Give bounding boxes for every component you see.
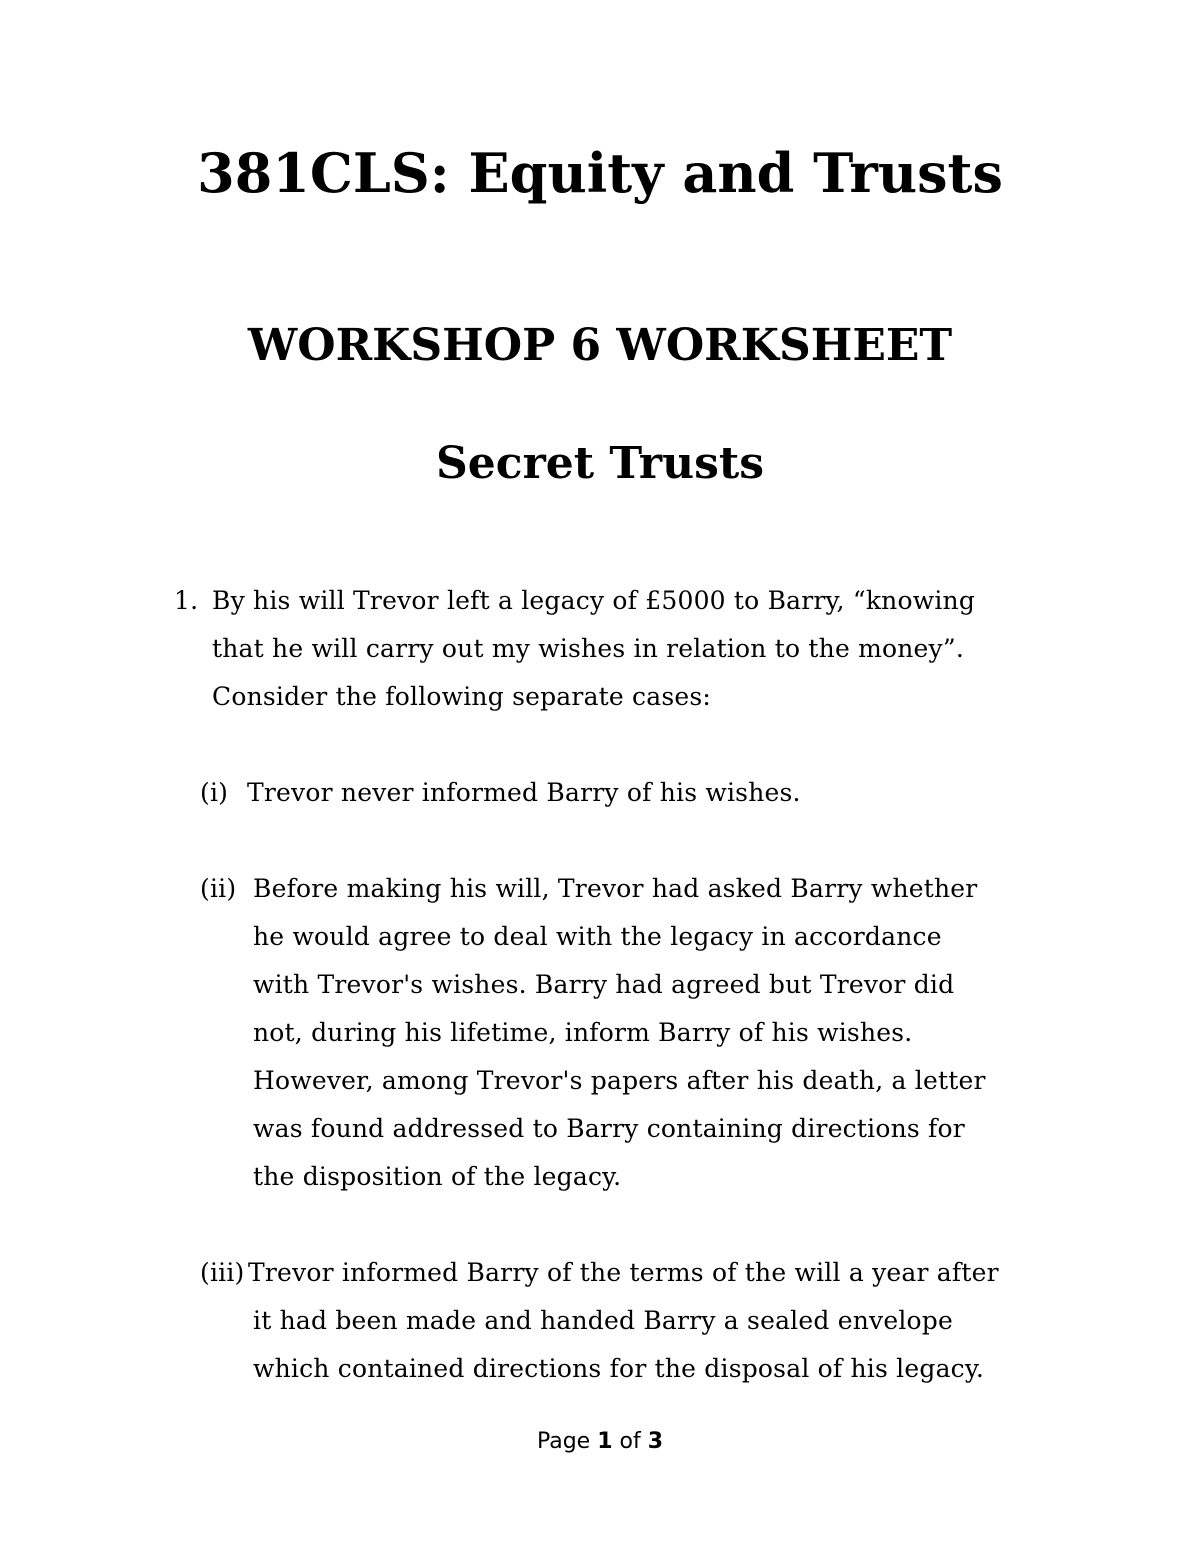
case-label: (ii)	[200, 874, 237, 903]
case-line: with Trevor's wishes. Barry had agreed but Trevor did	[253, 970, 955, 999]
case-line: not, during his lifetime, inform Barry of his wishes.	[253, 1018, 913, 1047]
question-line: By his will Trevor left a legacy of £5000 to Barry, “knowing	[212, 586, 976, 615]
page-word: Page	[536, 1429, 591, 1454]
case-line: he would agree to deal with the legacy in accordance	[253, 922, 942, 951]
case-text	[253, 1297, 984, 1393]
worksheet-title: WORKSHOP 6 WORKSHEET	[247, 320, 953, 371]
case-line: Trevor never informed Barry of his wishes.	[247, 778, 801, 807]
question-line: that he will carry out my wishes in relation to the money”.	[212, 634, 964, 663]
case-line: Trevor informed Barry of the terms of the will a year after	[248, 1258, 999, 1287]
topic-title: Secret Trusts	[436, 438, 764, 489]
question-number: 1.	[174, 586, 199, 615]
course-title: 381CLS: Equity and Trusts	[197, 141, 1003, 205]
of-word: of	[619, 1429, 641, 1454]
case-line: Before making his will, Trevor had asked Barry whether	[253, 874, 978, 903]
question-text	[212, 577, 975, 721]
case-text	[247, 769, 801, 817]
current-page-number: 1	[597, 1429, 613, 1454]
page-footer	[0, 1426, 1200, 1458]
case-text	[253, 865, 986, 1201]
case-line: which contained directions for the disposal of his legacy.	[253, 1354, 985, 1383]
case-line: the disposition of the legacy.	[253, 1162, 622, 1191]
total-pages-number: 3	[647, 1429, 664, 1454]
question-line: Consider the following separate cases:	[212, 682, 712, 711]
case-line: However, among Trevor's papers after his death, a letter	[253, 1066, 986, 1095]
case-line: it had been made and handed Barry a sealed envelope	[253, 1306, 953, 1335]
case-line: was found addressed to Barry containing directions for	[253, 1114, 965, 1143]
case-label: (iii)	[200, 1258, 245, 1287]
case-label: (i)	[200, 778, 229, 807]
